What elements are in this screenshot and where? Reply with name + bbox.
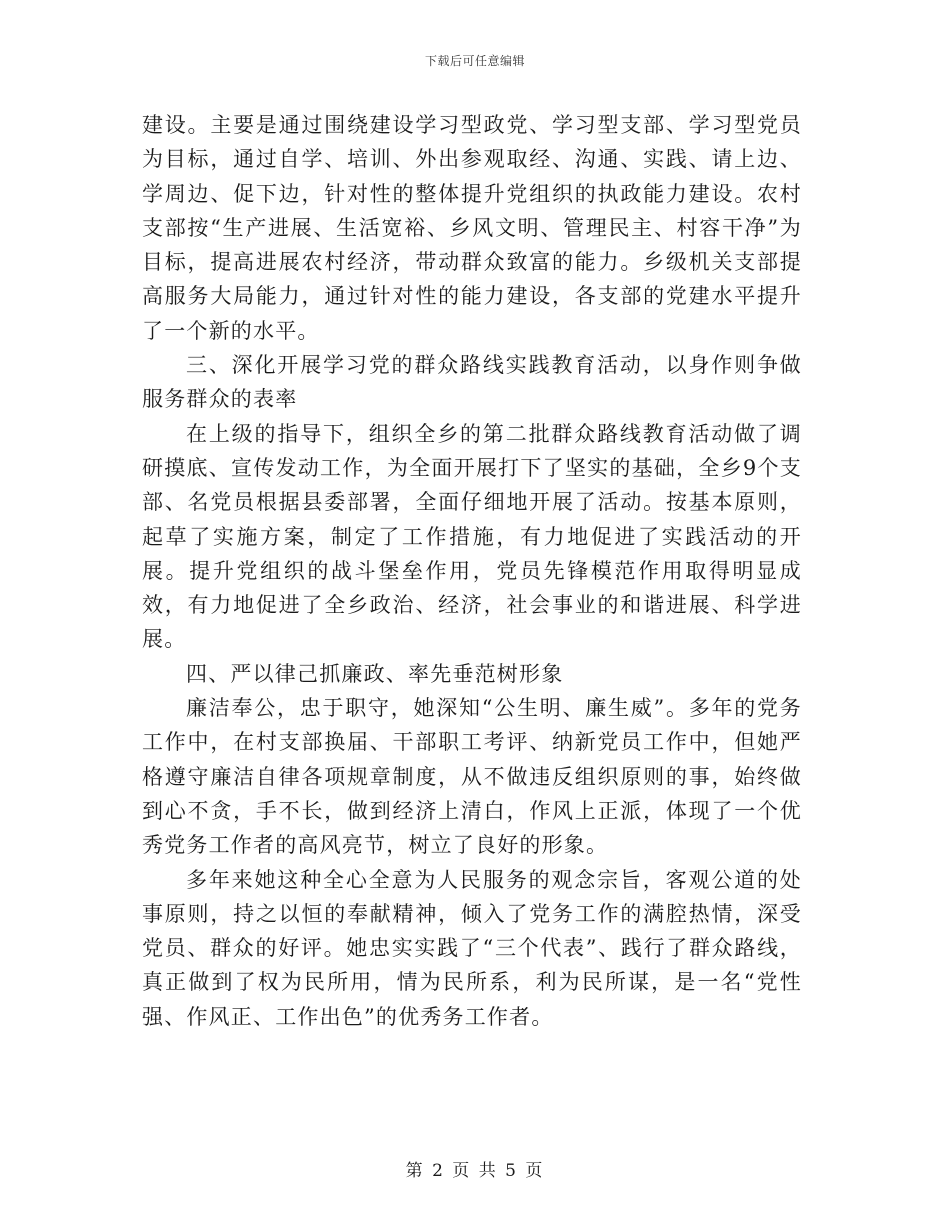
paragraph-summary: 多年来她这种全心全意为人民服务的观念宗旨，客观公道的处事原则，持之以恒的奉献精神，倾入了党务工作的满腔热情，深受党员、群众的好评。她忠实实践了“三个代表”、践行了群众路线，真正做到了权为民所用，情为民所系，利为民所谋，是一名“党性强、作风正、工作出色”的优秀务工作者。 (142, 867, 802, 1029)
page-number-footer: 第 2 页 共 5 页 (405, 1161, 545, 1181)
section-heading-three: 三、深化开展学习党的群众路线实践教育活动，以身作则争做服务群众的表率 (142, 353, 802, 412)
page-header-note: 下载后可任意编辑 (424, 54, 525, 68)
paragraph-integrity: 廉洁奉公，忠于职守，她深知“公生明、廉生威”。多年的党务工作中，在村支部换届、干部职工考评、纳新党员工作中，但她严格遵守廉洁自律各项规章制度，从不做违反组织原则的事，始终做到心不贪，手不长，做到经济上清白，作风上正派，体现了一个优秀党务工作者的高风亮节，树立了良好的形象。 (142, 696, 802, 858)
paragraph-mass-line-activity: 在上级的指导下，组织全乡的第二批群众路线教育活动做了调研摸底、宣传发动工作，为全面开展打下了坚实的基础，全乡9个支部、名党员根据县委部署，全面仔细地开展了活动。按基本原则，起草了实施方案，制定了工作措施，有力地促进了实践活动的开展。提升党组织的战斗堡垒作用，党员先锋模范作用取得明显成效，有力地促进了全乡政治、经济，社会事业的和谐进展、科学进展。 (142, 421, 802, 652)
document-body (142, 108, 802, 1034)
paragraph-continuation: 建设。主要是通过围绕建设学习型政党、学习型支部、学习型党员为目标，通过自学、培训、外出参观取经、沟通、实践、请上边、学周边、促下边，针对性的整体提升党组织的执政能力建设。农村支部按“生产进展、生活宽裕、乡风文明、管理民主、村容干净”为目标，提高进展农村经济，带动群众致富的能力。乡级机关支部提高服务大局能力，通过针对性的能力建设，各支部的党建水平提升了一个新的水平。 (142, 113, 802, 343)
section-heading-four: 四、严以律己抓廉政、率先垂范树形象 (186, 661, 564, 686)
